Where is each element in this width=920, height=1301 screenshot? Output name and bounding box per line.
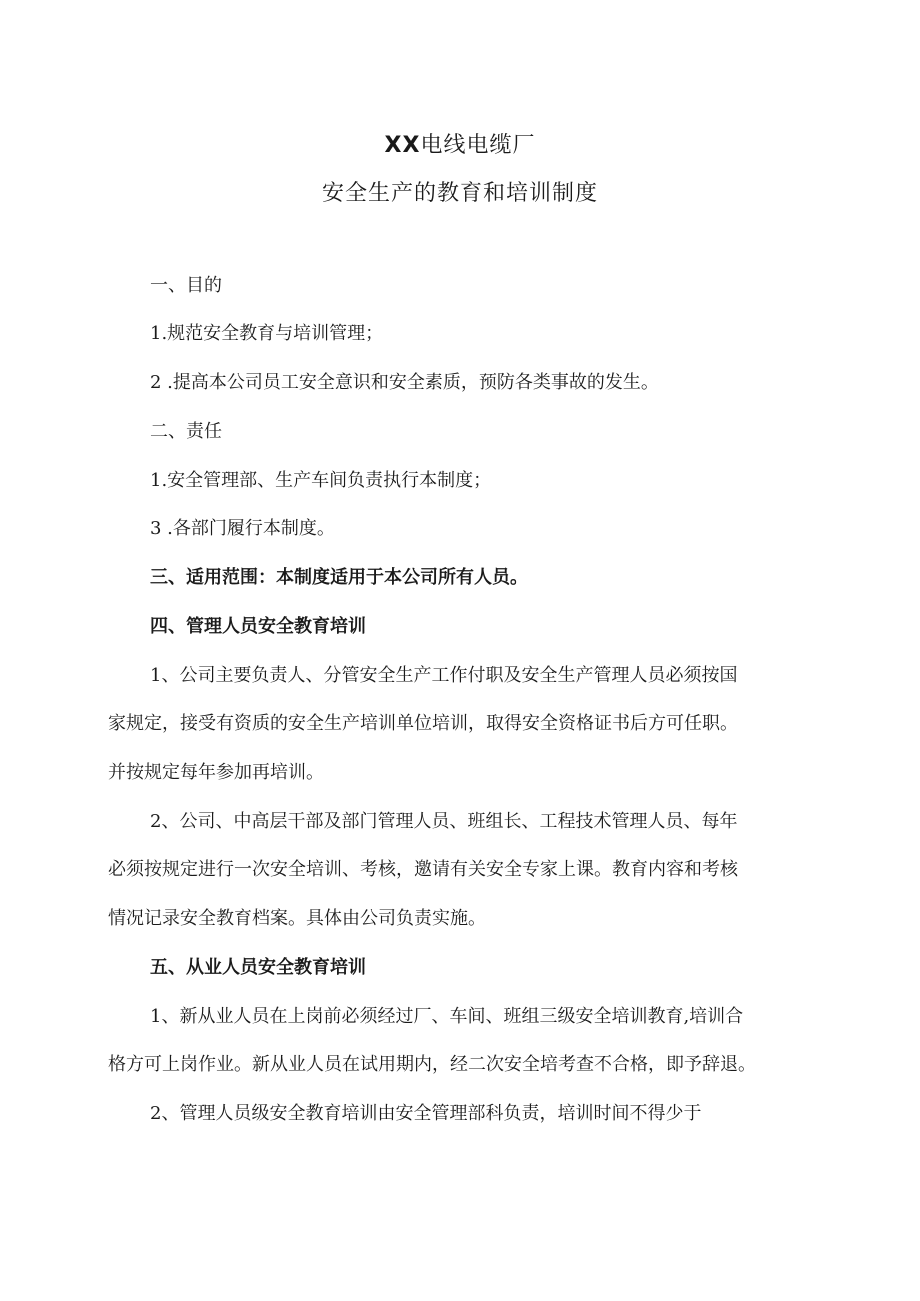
section-purpose-heading: 一、目的: [150, 275, 222, 296]
management-paragraph-2-line-3: 情况记录安全教育档案。具体由公司负责实施。: [108, 908, 486, 929]
management-paragraph-2-line-1: 2、公司、中高层干部及部门管理人员、班组长、工程技术管理人员、每年: [150, 811, 738, 832]
workers-paragraph-1-line-1: 1、新从业人员在上岗前必须经过厂、车间、班组三级安全培训教育,培训合: [150, 1006, 744, 1027]
section-workers-heading: 五、从业人员安全教育培训: [150, 957, 366, 978]
management-paragraph-2-line-2: 必须按规定进行一次安全培训、考核，邀请有关安全专家上课。教育内容和考核: [108, 859, 738, 880]
management-paragraph-1-line-3: 并按规定每年参加再培训。: [108, 762, 324, 783]
responsibility-item-1: 1.安全管理部、生产车间负责执行本制度；: [150, 470, 492, 491]
responsibility-item-2: 3 .各部门履行本制度。: [150, 518, 335, 539]
title-prefix: XX: [384, 133, 421, 158]
document-title-company: [0, 128, 920, 159]
management-paragraph-1-line-1: 1、公司主要负责人、分管安全生产工作付职及安全生产管理人员必须按国: [150, 665, 738, 686]
workers-paragraph-1-line-2: 格方可上岗作业。新从业人员在试用期内，经二次安全培考查不合格，即予辞退。: [108, 1054, 756, 1075]
title-company-name: 电线电缆厂: [420, 133, 536, 158]
section-responsibility-heading: 二、责任: [150, 421, 222, 442]
section-scope-heading: 三、适用范围：本制度适用于本公司所有人员。: [150, 567, 528, 588]
document-title-main: 安全生产的教育和培训制度: [321, 181, 598, 206]
purpose-item-1: 1.规范安全教育与培训管理；: [150, 323, 384, 344]
section-management-heading: 四、管理人员安全教育培训: [150, 616, 366, 637]
purpose-item-2: 2 .提高本公司员工安全意识和安全素质，预防各类事故的发生。: [150, 372, 659, 393]
workers-paragraph-2-line-1: 2、管理人员级安全教育培训由安全管理部科负责，培训时间不得少于: [150, 1103, 702, 1124]
management-paragraph-1-line-2: 家规定，接受有资质的安全生产培训单位培训，取得安全资格证书后方可任职。: [108, 713, 738, 734]
